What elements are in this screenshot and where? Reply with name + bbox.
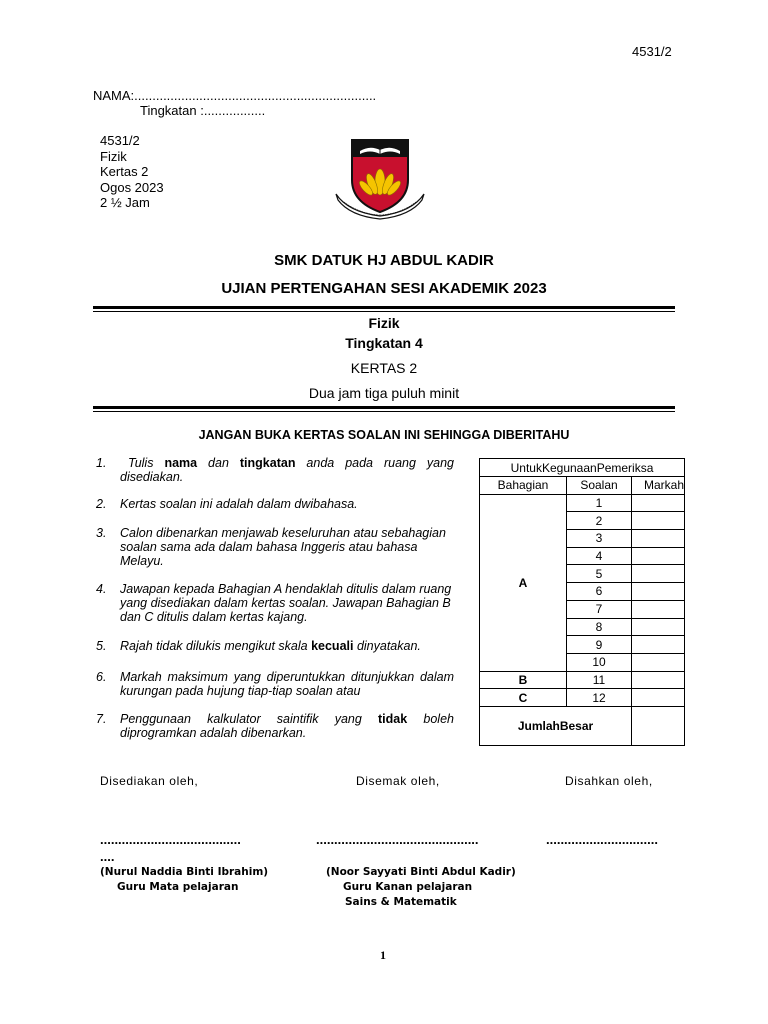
page-number: 1 xyxy=(380,948,386,962)
mark-cell[interactable] xyxy=(632,547,685,565)
instruction-number: 3. xyxy=(96,526,107,540)
instruction-number: 1. xyxy=(96,456,107,470)
form-title: Tingkatan 4 xyxy=(345,335,423,351)
paper-code-top: 4531/2 xyxy=(632,44,672,59)
checker-name: (Noor Sayyati Binti Abdul Kadir) xyxy=(326,866,516,878)
prepared-by-label: Disediakan oleh, xyxy=(100,774,199,788)
checker-role-dept: Sains & Matematik xyxy=(345,896,457,908)
instruction-text: Kertas soalan ini adalah dalam dwibahasa. xyxy=(120,497,358,511)
title-rule-thick xyxy=(93,306,675,309)
signature-line-1: ....................................... xyxy=(100,832,241,847)
mark-cell[interactable] xyxy=(632,689,685,707)
tingkatan-field: Tingkatan :................. xyxy=(140,103,266,118)
question-number: 8 xyxy=(567,618,632,636)
checked-by-label: Disemak oleh, xyxy=(356,774,440,788)
mark-cell[interactable] xyxy=(632,565,685,583)
preparer-role: Guru Mata pelajaran xyxy=(117,881,239,893)
paper-info-duration: 2 ½ Jam xyxy=(100,195,150,210)
question-number: 2 xyxy=(567,512,632,530)
header-markah: Markah xyxy=(632,477,685,495)
mark-cell[interactable] xyxy=(632,653,685,671)
instruction-number: 7. xyxy=(96,712,107,726)
instruction-text: Penggunaan kalkulator saintifik yang tidak boleh diprogramkan adalah dibenarkan. xyxy=(120,712,454,740)
total-label: JumlahBesar xyxy=(480,706,632,745)
question-number: 1 xyxy=(567,494,632,512)
question-number: 3 xyxy=(567,530,632,548)
question-number: 7 xyxy=(567,600,632,618)
duration-rule-thick xyxy=(93,406,675,409)
total-mark-cell[interactable] xyxy=(632,706,685,745)
question-number: 11 xyxy=(567,671,632,689)
approved-by-label: Disahkan oleh, xyxy=(565,774,653,788)
paper-title: KERTAS 2 xyxy=(350,360,418,376)
instruction-text: Jawapan kepada Bahagian A hendaklah ditulis dalam ruang yang disediakan dalam kertas soalan. Jawapan Bahagian B dan C ditulis dalam kertas kajang. xyxy=(120,582,452,624)
warning-text: JANGAN BUKA KERTAS SOALAN INI SEHINGGA DIBERITAHU xyxy=(198,428,570,442)
mark-cell[interactable] xyxy=(632,530,685,548)
section-c-label: C xyxy=(480,689,567,707)
question-number: 12 xyxy=(567,689,632,707)
duration-rule-thin xyxy=(93,411,675,412)
instruction-number: 2. xyxy=(96,497,107,511)
question-number: 10 xyxy=(567,653,632,671)
mark-cell[interactable] xyxy=(632,494,685,512)
examiner-table-title: UntukKegunaanPemeriksa xyxy=(480,459,685,477)
instruction-number: 5. xyxy=(96,639,107,653)
instruction-text: Markah maksimum yang diperuntukkan ditunjukkan dalam kurungan pada hujung tiap-tiap soalan atau xyxy=(120,670,454,698)
paper-info-date: Ogos 2023 xyxy=(100,179,164,195)
mark-cell[interactable] xyxy=(632,618,685,636)
duration-title: Dua jam tiga puluh minit xyxy=(308,385,460,401)
header-soalan: Soalan xyxy=(567,477,632,495)
subject-title: Fizik xyxy=(368,315,400,331)
mark-cell[interactable] xyxy=(632,636,685,654)
signature-line-2: ............................................. xyxy=(316,832,479,847)
signature-line-1-cont: .... xyxy=(100,849,115,864)
mark-cell[interactable] xyxy=(632,600,685,618)
preparer-name: (Nurul Naddia Binti Ibrahim) xyxy=(100,866,269,878)
instruction-text: Rajah tidak dilukis mengikut skala kecuali dinyatakan. xyxy=(120,639,421,653)
question-number: 5 xyxy=(567,565,632,583)
mark-cell[interactable] xyxy=(632,512,685,530)
exam-title: UJIAN PERTENGAHAN SESI AKADEMIK 2023 xyxy=(221,280,547,297)
paper-info-paper: Kertas 2 xyxy=(100,164,149,179)
instruction-number: 6. xyxy=(96,670,107,684)
section-b-label: B xyxy=(480,671,567,689)
checker-role: Guru Kanan pelajaran xyxy=(343,881,473,893)
paper-info-subject: Fizik xyxy=(100,148,127,164)
nama-field: NAMA:................................................................... xyxy=(93,88,377,103)
section-a-label: A xyxy=(480,494,567,671)
paper-info xyxy=(100,133,164,211)
signature-line-3: ............................... xyxy=(546,832,658,847)
instruction-text: Tulis nama dan tingkatan anda pada ruang yang disediakan. xyxy=(120,456,455,484)
mark-cell[interactable] xyxy=(632,671,685,689)
instruction-number: 4. xyxy=(96,582,107,596)
question-number: 9 xyxy=(567,636,632,654)
paper-info-code: 4531/2 xyxy=(100,133,140,148)
question-number: 4 xyxy=(567,547,632,565)
examiner-table xyxy=(479,458,685,746)
question-number: 6 xyxy=(567,583,632,601)
title-rule-thin xyxy=(93,311,675,312)
instruction-text: Calon dibenarkan menjawab keseluruhan atau sebahagian soalan sama ada dalam bahasa Inggeris atau bahasa Melayu. xyxy=(120,526,446,568)
mark-cell[interactable] xyxy=(632,583,685,601)
header-bahagian: Bahagian xyxy=(480,477,567,495)
school-crest xyxy=(330,136,430,220)
school-name: SMK DATUK HJ ABDUL KADIR xyxy=(274,252,494,269)
